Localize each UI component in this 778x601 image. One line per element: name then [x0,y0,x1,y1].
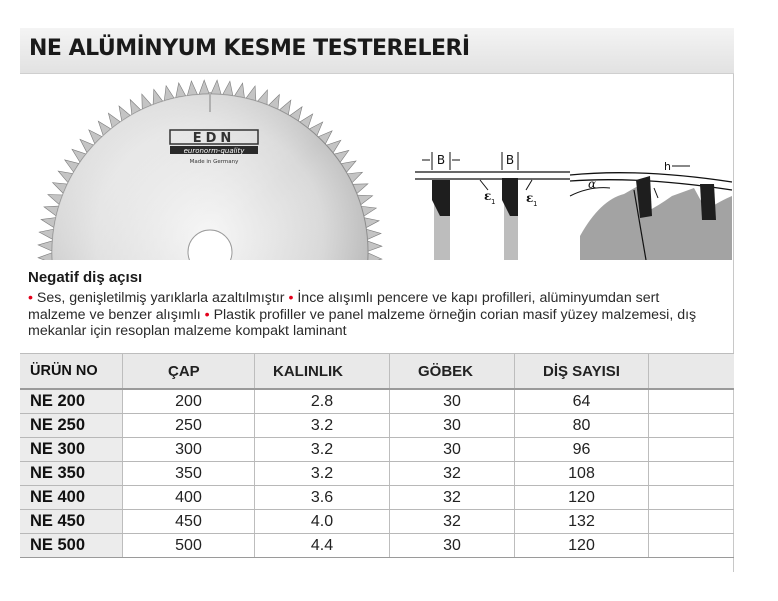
label-h: h [664,160,671,173]
table-cell [649,438,734,461]
blade-quality: euronorm-quality [183,147,245,155]
product-table [20,353,734,558]
header-diameter: ÇAP [123,354,255,388]
table-cell: 350 [123,462,255,485]
diagram-svg [410,140,734,260]
product-no-cell: NE 350 [20,462,123,485]
table-cell: 3.2 [255,438,390,461]
label-epsilon-sub-2: 1 [533,200,538,208]
blade-brand: EDN [192,131,236,146]
table-cell: 4.0 [255,510,390,533]
label-b-1: B [436,153,446,167]
table-cell: 3.2 [255,462,390,485]
product-no-cell: NE 200 [20,390,123,413]
table-cell: 3.6 [255,486,390,509]
saw-blade-image [20,74,400,260]
table-cell: 132 [515,510,649,533]
header-bore: GÖBEK [390,354,515,388]
table-cell: 96 [515,438,649,461]
label-epsilon-sub-1: 1 [491,198,496,206]
label-epsilon-2: ε [526,191,534,205]
section-heading: Negatif diş açısı [28,269,143,286]
table-row [20,462,734,486]
table-cell: 30 [390,414,515,437]
bullet-dot: • [28,290,37,306]
table-cell [649,486,734,509]
table-row [20,510,734,534]
table-cell: 64 [515,390,649,413]
table-cell [649,390,734,413]
table-cell: 400 [123,486,255,509]
table-cell [649,414,734,437]
label-b-2: B [505,153,515,167]
blade-origin: Made in Germany [189,159,239,165]
label-epsilon-1: ε [484,189,492,203]
blade-geometry-diagram [410,140,734,260]
table-cell: 250 [123,414,255,437]
table-cell [649,462,734,485]
product-no-cell: NE 500 [20,534,123,557]
bullet-dot: • [288,290,298,306]
table-row [20,390,734,414]
table-cell: 2.8 [255,390,390,413]
table-cell: 30 [390,390,515,413]
bullet-text-3: Plastik profiller ve panel malzeme örneğin corian masif yüzey malzemesi, dış mekanlar için resoplan malzeme kompakt laminant [28,306,697,339]
product-no-cell: NE 250 [20,414,123,437]
table-cell: 108 [515,462,649,485]
table-row [20,486,734,510]
table-row [20,534,734,558]
label-alpha: α [588,177,597,191]
table-cell: 80 [515,414,649,437]
table-row [20,438,734,462]
table-cell: 300 [123,438,255,461]
product-no-cell: NE 450 [20,510,123,533]
table-cell: 450 [123,510,255,533]
table-header [20,354,734,390]
table-cell: 32 [390,462,515,485]
header-thickness: KALINLIK [255,354,390,388]
header-extra [649,354,734,388]
header-product-no: ÜRÜN NO [20,354,123,388]
section-description [28,290,718,340]
bullet-text-2: İnce alışımlı pencere ve kapı profilleri, alüminyumdan sert malzeme ve benzer alışımlı [28,290,660,323]
product-no-cell: NE 400 [20,486,123,509]
table-cell: 3.2 [255,414,390,437]
table-cell: 500 [123,534,255,557]
table-cell: 30 [390,534,515,557]
table-cell: 200 [123,390,255,413]
table-body [20,390,734,558]
table-cell: 4.4 [255,534,390,557]
table-cell: 30 [390,438,515,461]
table-cell [649,510,734,533]
table-row [20,414,734,438]
table-cell: 32 [390,486,515,509]
bullet-text-1: Ses, genişletilmiş yarıklarla azaltılmıştır [36,290,285,306]
page-title: NE ALÜMİNYUM KESME TESTERELERİ [29,36,470,61]
saw-blade-svg [20,74,400,260]
table-cell: 120 [515,486,649,509]
header-teeth: DİŞ SAYISI [515,354,649,388]
product-no-cell: NE 300 [20,438,123,461]
table-cell: 32 [390,510,515,533]
table-cell [649,534,734,557]
table-cell: 120 [515,534,649,557]
bullet-dot: • [204,306,214,323]
